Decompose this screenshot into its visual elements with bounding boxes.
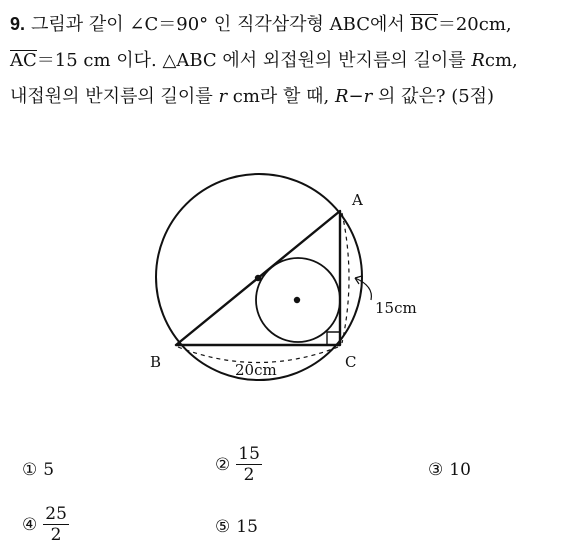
fraction-denominator: 2: [243, 465, 255, 485]
variable-r: r: [218, 86, 228, 107]
ac-length-label: 15cm: [375, 299, 417, 317]
choice-marker: ①: [22, 460, 38, 480]
choice-fraction: [236, 445, 262, 484]
vertex-label-a: A: [352, 191, 363, 209]
fraction-numerator: 25: [45, 504, 67, 524]
question-text-segment: cm,: [484, 50, 518, 71]
choice-2[interactable]: [215, 445, 262, 484]
question-text-segment: ＝20cm,: [437, 14, 512, 35]
choice-value: 5: [43, 460, 55, 480]
choice-4[interactable]: [22, 505, 69, 544]
question-text-segment: 내접원의 반지름의 길이를: [10, 86, 219, 107]
choice-marker: ⑤: [215, 517, 231, 537]
fraction-numerator: 15: [238, 444, 260, 464]
bc-length-label: 20cm: [235, 361, 277, 379]
choice-marker: ③: [428, 460, 444, 480]
choice-5[interactable]: [215, 517, 258, 537]
segment-bc-overline: BC: [410, 14, 438, 35]
variable-R: R: [471, 50, 485, 71]
incenter-dot: [294, 297, 300, 303]
vertex-label-c: C: [345, 353, 357, 371]
question-text-segment: 의 값은? (5점): [372, 86, 495, 107]
choice-fraction: [43, 505, 69, 544]
vertex-label-b: B: [150, 353, 162, 371]
choice-marker: ②: [215, 454, 231, 475]
segment-ac-overline: AC: [10, 50, 37, 71]
choice-1[interactable]: [22, 460, 54, 480]
question-number: 9.: [10, 14, 26, 34]
question-text-segment: cm라 할 때,: [227, 86, 335, 107]
circumcenter-dot: [255, 275, 261, 281]
question-text-segment: ＝15 cm 이다. △ABC 에서 외접원의 반지름의 길이를: [36, 50, 472, 71]
question-text-segment: 그림과 같이 ∠C＝90° 인 직각삼각형 ABC에서: [31, 14, 411, 35]
choice-marker: ④: [22, 514, 38, 535]
expression-R-minus-r: R−r: [334, 86, 373, 107]
fraction-denominator: 2: [50, 525, 62, 545]
choice-value: 15: [236, 517, 258, 537]
choice-3[interactable]: [428, 460, 471, 480]
ac-length-brace: [342, 213, 349, 343]
choice-value: 10: [449, 460, 471, 480]
